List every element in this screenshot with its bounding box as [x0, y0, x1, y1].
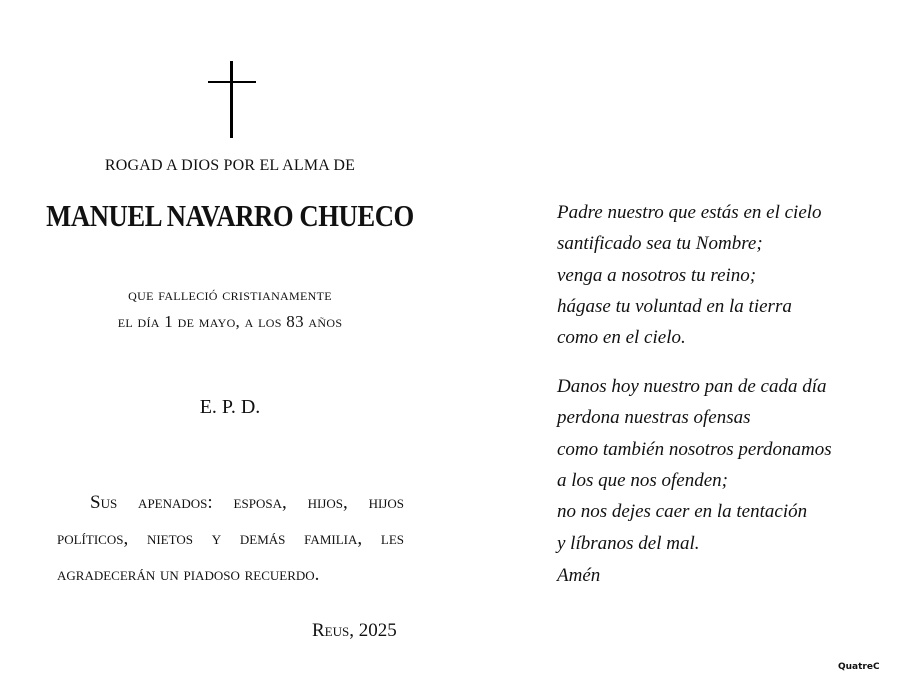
prayer-line: a los que nos ofenden; — [557, 470, 728, 491]
place-date: Reus, 2025 — [312, 620, 397, 641]
prayer-line: perdona nuestras ofensas — [557, 407, 751, 428]
cross-icon — [208, 61, 256, 138]
death-notice-line-2: el día 1 de mayo, a los 83 años — [117, 312, 343, 331]
prayer-line: venga a nosotros tu reino; — [557, 265, 757, 286]
printer-mark: QuatreC — [838, 662, 880, 672]
mourners-line: políticos, nietos y demás familia, les — [57, 528, 404, 549]
mourners-line: agradecerán un piadoso recuerdo. — [57, 564, 320, 585]
prayer-line: como en el cielo. — [557, 327, 686, 348]
prayer-line: Danos hoy nuestro pan de cada día — [557, 376, 827, 397]
prayer-line: hágase tu voluntad en la tierra — [557, 296, 792, 317]
invocation-heading: ROGAD A DIOS POR EL ALMA DE — [104, 157, 356, 174]
prayer-line: como también nosotros perdonamos — [557, 439, 832, 460]
prayer-line: Padre nuestro que estás en el cielo — [557, 202, 822, 223]
epd-abbreviation: E. P. D. — [199, 396, 261, 418]
prayer-line: y líbranos del mal. — [557, 533, 700, 554]
prayer-line: Amén — [557, 565, 601, 586]
deceased-name: MANUEL NAVARRO CHUECO — [46, 198, 414, 233]
prayer-line: santificado sea tu Nombre; — [557, 233, 763, 254]
prayer-line: no nos dejes caer en la tentación — [557, 501, 808, 522]
mourners-paragraph — [57, 485, 404, 593]
mourners-line: Sus apenados: esposa, hijos, hijos — [90, 492, 404, 513]
death-notice-line-1: que falleció cristianamente — [128, 285, 332, 304]
